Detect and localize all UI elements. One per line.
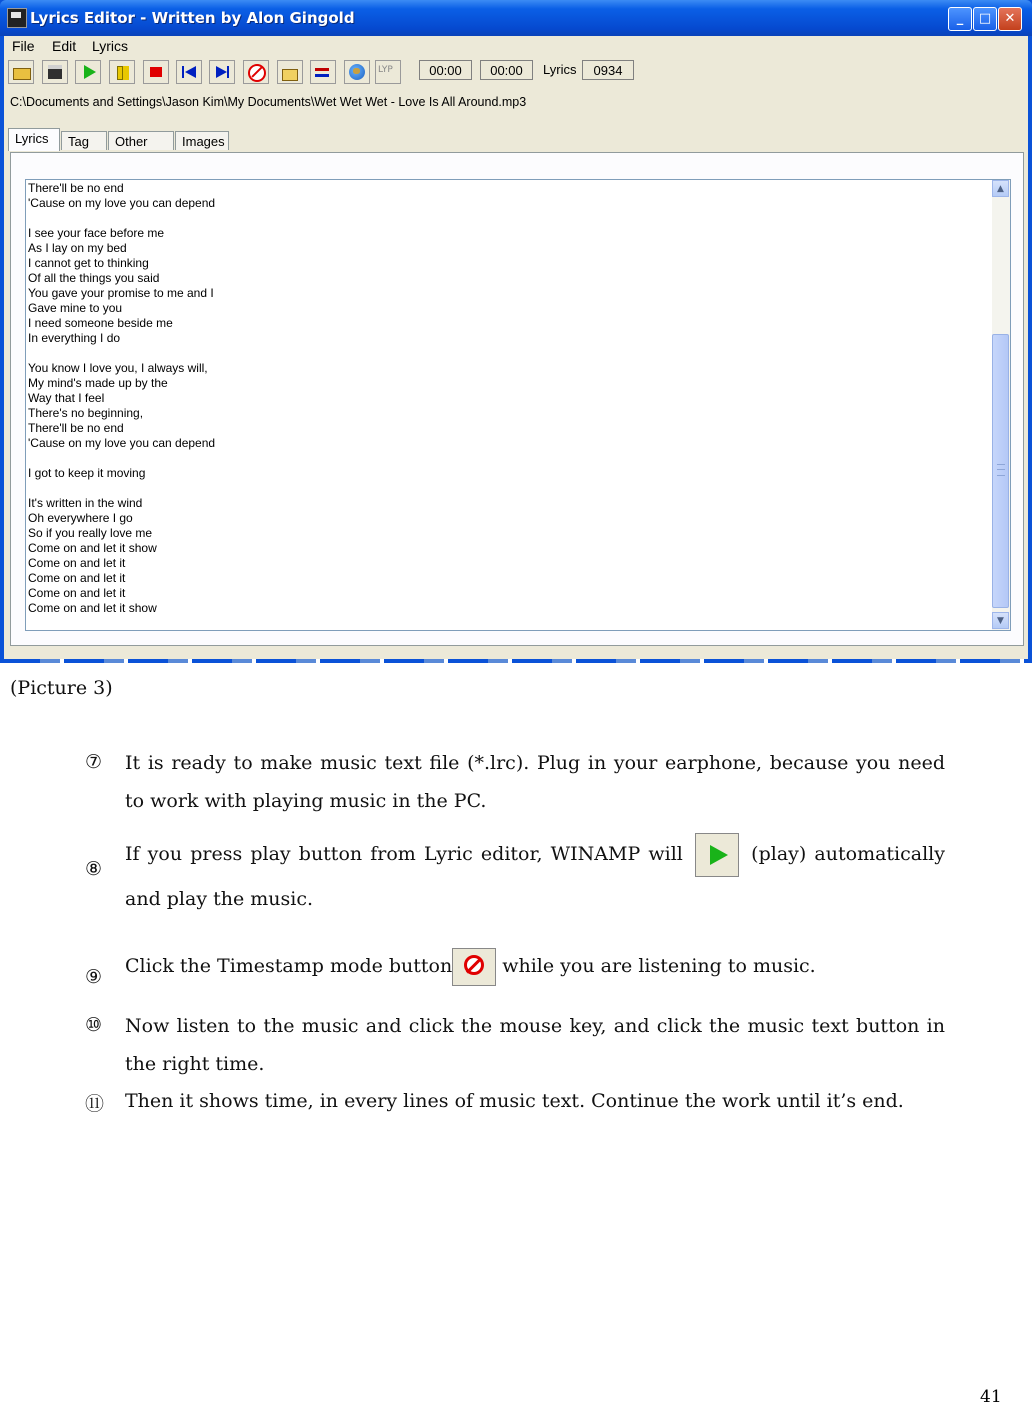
- lyric-line: [28, 451, 215, 466]
- grip-icon: [997, 464, 1005, 476]
- lyric-line: [28, 481, 215, 496]
- maximize-button[interactable]: □: [973, 7, 997, 31]
- close-button[interactable]: ✕: [998, 7, 1022, 31]
- window-title: Lyrics Editor - Written by Alon Gingold: [30, 9, 355, 27]
- menu-file[interactable]: File: [12, 38, 35, 54]
- play-icon: [84, 65, 96, 79]
- lyp-button[interactable]: [375, 60, 401, 84]
- lyric-line: Gave mine to you: [28, 301, 123, 315]
- next-icon: [216, 66, 227, 78]
- lyric-line: Come on and let it show: [28, 541, 157, 555]
- client-area: [4, 36, 1028, 659]
- step-number: ⑨: [85, 966, 103, 988]
- lyric-line: It's written in the wind: [28, 496, 143, 510]
- lyric-line: Come on and let it show: [28, 601, 157, 615]
- lyrics-text: [28, 181, 215, 616]
- lyric-line: I got to keep it moving: [28, 466, 146, 480]
- step-text: It is ready to make music text file (*.lrc). Plug in your earphone, because you need to work with playing music in the PC.: [125, 752, 945, 812]
- previous-button[interactable]: [176, 60, 202, 84]
- lyric-line: Of all the things you said: [28, 271, 160, 285]
- tab-images[interactable]: Images: [175, 131, 229, 150]
- step-number: ⑦: [85, 751, 103, 773]
- chevron-up-icon: ▲: [997, 184, 1004, 194]
- lyrics-textarea[interactable]: [25, 179, 1011, 631]
- lyric-line: 'Cause on my love you can depend: [28, 196, 216, 210]
- tab-tag[interactable]: Tag: [61, 131, 107, 150]
- tab-lyrics[interactable]: Lyrics: [8, 128, 60, 151]
- edit-button[interactable]: [277, 60, 303, 84]
- step-text-after: (play) automatically and play the music.: [125, 843, 945, 910]
- lyric-line: Come on and let it: [28, 571, 126, 585]
- current-time-display: 00:00: [419, 60, 472, 80]
- lyric-line: So if you really love me: [28, 526, 153, 540]
- previous-icon: [182, 66, 184, 78]
- step-text-after: while you are listening to music.: [502, 955, 816, 977]
- lyric-line: There'll be no end: [28, 421, 124, 435]
- scroll-thumb[interactable]: [992, 334, 1009, 608]
- stop-icon: [150, 67, 162, 77]
- timestamp-button-illustration: [452, 948, 496, 986]
- play-icon: [710, 845, 728, 865]
- play-button-illustration: [695, 833, 739, 877]
- app-icon: [7, 8, 27, 28]
- timestamp-mode-button[interactable]: [243, 60, 269, 84]
- pause-button[interactable]: [109, 60, 135, 84]
- pause-icon: [117, 66, 123, 80]
- save-icon: [48, 65, 62, 79]
- edit-icon: [282, 69, 298, 81]
- chevron-down-icon: ▼: [997, 616, 1004, 626]
- taskbar-strip: [0, 659, 1032, 663]
- menu-bar: [4, 36, 1028, 56]
- total-time-display: 00:00: [480, 60, 533, 80]
- lyric-line: I see your face before me: [28, 226, 165, 240]
- save-button[interactable]: [42, 60, 68, 84]
- step-number: ⑧: [85, 858, 103, 880]
- step-number: ⑩: [85, 1014, 103, 1036]
- scroll-up-button[interactable]: [992, 180, 1009, 197]
- next-button[interactable]: [209, 60, 235, 84]
- lyric-line: My mind's made up by the: [28, 376, 168, 390]
- lyric-line: [28, 346, 215, 361]
- lyrics-editor-window: [0, 0, 1032, 663]
- vertical-scrollbar[interactable]: [992, 180, 1010, 630]
- lyp-icon: LYP: [378, 65, 393, 75]
- lyric-line: Oh everywhere I go: [28, 511, 133, 525]
- file-path: C:\Documents and Settings\Jason Kim\My Documents\Wet Wet Wet - Love Is All Around.mp3: [10, 95, 527, 109]
- open-button[interactable]: [8, 60, 34, 84]
- sync-button[interactable]: [310, 60, 336, 84]
- tab-other-info[interactable]: Other: [108, 131, 174, 150]
- lyrics-id-display: 0934: [582, 60, 634, 80]
- page-number: 41: [980, 1387, 1002, 1407]
- scroll-down-button[interactable]: [992, 612, 1009, 629]
- lyric-line: I cannot get to thinking: [28, 256, 149, 270]
- step-text: Then it shows time, in every lines of music text. Continue the work until it’s end.: [125, 1090, 904, 1112]
- lyrics-tab-panel: [10, 152, 1024, 646]
- open-icon: [13, 68, 31, 80]
- step-text: [125, 947, 945, 986]
- menu-lyrics[interactable]: Lyrics: [92, 38, 129, 54]
- play-button[interactable]: [75, 60, 101, 84]
- lyric-line: There's no beginning,: [28, 406, 144, 420]
- step-text: Now listen to the music and click the mouse key, and click the music text button in the right time.: [125, 1015, 945, 1075]
- sync-icon: [315, 68, 329, 71]
- lyric-line: Come on and let it: [28, 556, 126, 570]
- lyric-line: You know I love you, I always will,: [28, 361, 208, 375]
- title-bar[interactable]: [0, 0, 1032, 36]
- lyric-line: There'll be no end: [28, 181, 124, 195]
- lyric-line: [28, 211, 215, 226]
- lyric-line: In everything I do: [28, 331, 121, 345]
- globe-button[interactable]: [344, 60, 370, 84]
- minimize-button[interactable]: _: [948, 7, 972, 31]
- stop-button[interactable]: [143, 60, 169, 84]
- step-text-before: Click the Timestamp mode button: [125, 955, 453, 977]
- figure-caption: (Picture 3): [10, 677, 113, 699]
- menu-edit[interactable]: Edit: [52, 38, 77, 54]
- lyric-line: Way that I feel: [28, 391, 105, 405]
- lyrics-label: Lyrics: [543, 62, 577, 77]
- lyric-line: 'Cause on my love you can depend: [28, 436, 216, 450]
- lyric-line: Come on and let it: [28, 586, 126, 600]
- lyric-line: I need someone beside me: [28, 316, 173, 330]
- toolbar: [4, 58, 1028, 88]
- lyric-line: You gave your promise to me and I: [28, 286, 214, 300]
- lyric-line: As I lay on my bed: [28, 241, 127, 255]
- step-text: [125, 832, 945, 921]
- step-number: ⑪: [85, 1093, 105, 1115]
- step-text-before: If you press play button from Lyric editor, WINAMP will: [125, 843, 683, 865]
